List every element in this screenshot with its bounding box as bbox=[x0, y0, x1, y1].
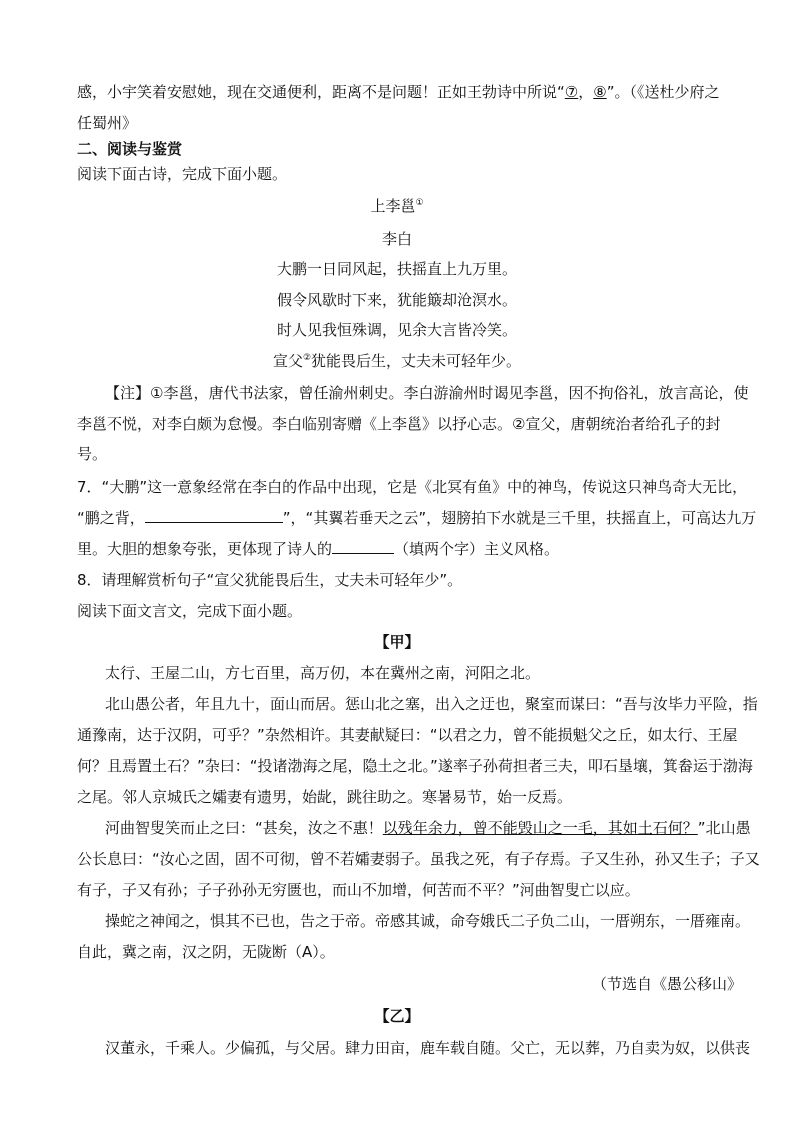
q7-line-1: 7．“大鹏”这一意象经常在李白的作品中出现，它是《北冥有鱼》中的神鸟，传说这只神鸟奇大无比， bbox=[77, 478, 748, 496]
poem-line-1: 大鹏一日同风起，扶摇直上九万里。 bbox=[276, 260, 517, 278]
yi-p1-line-1: 汉董永，千乘人。少偏孤，与父居。肆力田亩，鹿车载自随。父亡，无以葬，乃自卖为奴，以供丧 bbox=[105, 1039, 751, 1057]
poem-line-3: 时人见我恒殊调，见余大言皆冷笑。 bbox=[276, 321, 517, 339]
jia-p4-line-1: 操蛇之神闻之，惧其不已也，告之于帝。帝感其诚，命夸娥氏二子负二山，一厝朔东，一厝雍南。 bbox=[105, 912, 751, 930]
jia-p3-post: ”北山愚 bbox=[697, 819, 751, 837]
q7-line-3 bbox=[77, 539, 559, 559]
q8-line-1: 8．请理解赏析句子“宣父犹能畏后生，丈夫未可轻年少”。 bbox=[77, 571, 463, 589]
jia-p2-line-4: 之尾。邻人京城氏之孀妻有遗男，始龀，跳往助之。寒暑易节，始一反焉。 bbox=[77, 788, 573, 806]
q7-blank-1[interactable] bbox=[145, 508, 283, 523]
section-instruction: 阅读下面古诗，完成下面小题。 bbox=[77, 165, 288, 183]
note-line-3: 号。 bbox=[77, 445, 108, 463]
note-line-2: 李邕不悦，对李白颇为怠慢。李白临别寄赠《上李邕》以抒心志。②宣父，唐朝统治者给孔子的封 bbox=[77, 415, 721, 433]
intro-text: 感，小宇笑着安慰她，现在交通便利，距离不是问题！正如王勃诗中所说“ bbox=[77, 83, 565, 101]
poem-line-2: 假令风歇时下来，犹能簸却沧溟水。 bbox=[276, 291, 517, 309]
jia-p2-line-2: 通豫南，达于汉阴，可乎？”杂然相许。其妻献疑曰：“以君之力，曾不能损魁父之丘，如太行、王屋 bbox=[77, 726, 738, 744]
q7-line-3-pre: 里。大胆的想象夸张，更体现了诗人的 bbox=[77, 540, 333, 558]
jia-p3-line-3: 有子，子又有孙；子子孙孙无穷匮也，而山不加增，何苦而不平？”河曲智叟亡以应。 bbox=[77, 881, 640, 899]
poem-line-4-post: 犹能畏后生，丈夫未可轻年少。 bbox=[311, 352, 522, 370]
jia-p4-line-2: 自此，冀之南，汉之阴，无陇断（A）。 bbox=[77, 943, 335, 961]
classical-instruction: 阅读下面文言文，完成下面小题。 bbox=[77, 602, 303, 620]
poem-title bbox=[0, 196, 794, 216]
poem-title-note: ① bbox=[415, 198, 424, 208]
poem-author: 李白 bbox=[381, 230, 412, 248]
q7-line-2-post: ”，“其翼若垂天之云”，翅膀拍下水就是三千里，扶摇直上，可高达九万 bbox=[282, 509, 757, 527]
jia-p3-pre: 河曲智叟笑而止之曰：“甚矣，汝之不惠！ bbox=[105, 819, 383, 837]
note-line-1: 【注】①李邕，唐代书法家，曾任渝州刺史。李白游渝州时谒见李邕，因不拘俗礼，放言高论，使 bbox=[105, 384, 749, 402]
intro-text-end: ”。（《送杜少府之 bbox=[606, 83, 720, 101]
q7-line-2 bbox=[77, 508, 756, 528]
yi-heading: 【乙】 bbox=[374, 1007, 420, 1025]
jia-p2-line-1: 北山愚公者，年且九十，面山而居。惩山北之塞，出入之迂也，聚室而谋曰：“吾与汝毕力平险，指 bbox=[105, 695, 758, 713]
q7-line-2-pre: “鹏之背， bbox=[77, 509, 145, 527]
jia-source: （节选自《愚公移山》 bbox=[591, 975, 742, 993]
jia-p2-line-3: 何？且焉置土石？”杂曰：“投诸渤海之尾，隐土之北。”遂率子孙荷担者三夫，叩石垦壤，箕畚运于渤海 bbox=[77, 757, 753, 775]
section-heading: 二、阅读与鉴赏 bbox=[77, 140, 183, 158]
poem-line-4-note: ② bbox=[302, 353, 312, 363]
blank-8: ⑧ bbox=[593, 83, 607, 101]
jia-p3-underlined: 以残年余力，曾不能毁山之一毛，其如土石何？ bbox=[382, 819, 698, 837]
intro-comma: ， bbox=[578, 83, 594, 101]
poem-line-4 bbox=[0, 351, 794, 371]
intro-line-1 bbox=[77, 82, 719, 102]
q7-line-3-post: （填两个字）主义风格。 bbox=[394, 540, 560, 558]
jia-heading: 【甲】 bbox=[374, 633, 420, 651]
jia-p3-line-2: 公长息曰：“汝心之固，固不可彻，曾不若孀妻弱子。虽我之死，有子存焉。子又生孙，孙又生子；子又 bbox=[77, 850, 760, 868]
jia-p1: 太行、王屋二山，方七百里，高万仞，本在冀州之南，河阳之北。 bbox=[105, 664, 541, 682]
poem-line-4-pre: 宣父 bbox=[272, 352, 303, 370]
jia-p3-line-1 bbox=[105, 818, 751, 838]
poem-title-text: 上李邕 bbox=[370, 197, 416, 215]
q7-blank-2[interactable] bbox=[332, 539, 394, 554]
blank-7: ⑦ bbox=[564, 83, 579, 101]
intro-line-2: 任蜀州》 bbox=[77, 114, 138, 132]
